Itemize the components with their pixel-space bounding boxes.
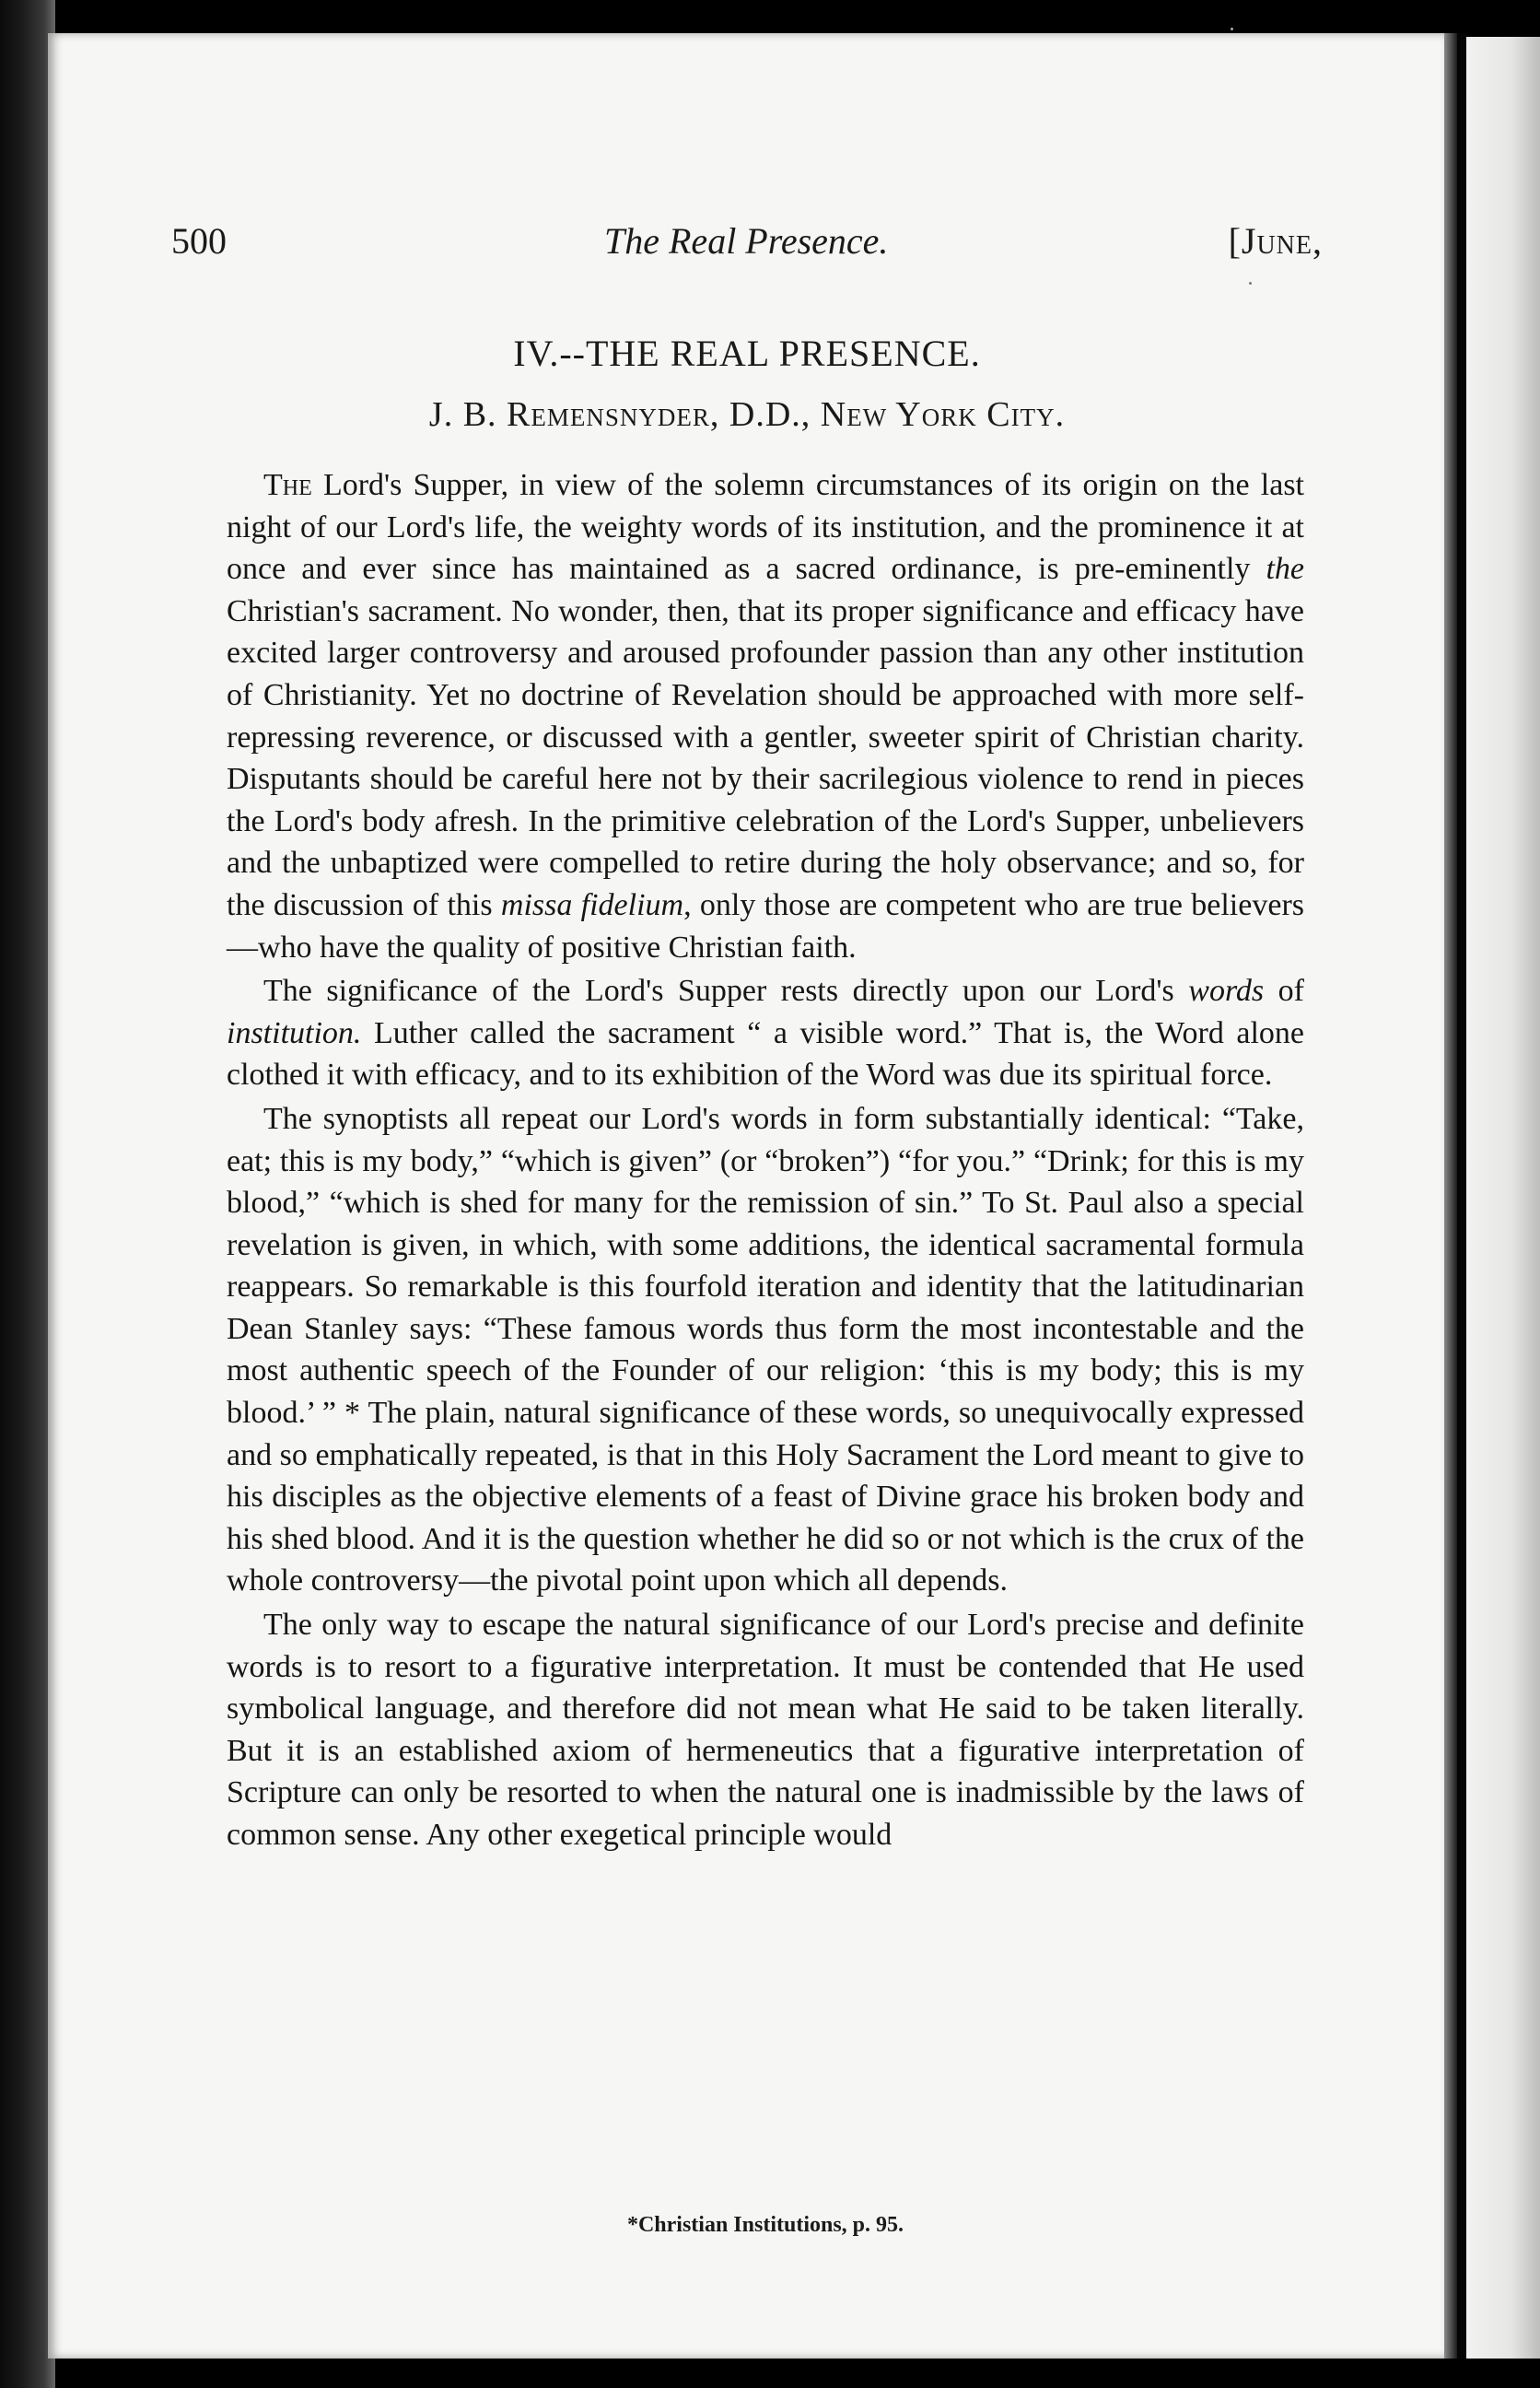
article-title: IV.--THE REAL PRESENCE.	[513, 333, 981, 374]
running-date: [June,	[1228, 220, 1323, 262]
paragraph-text: , only those are competent who are true believers—who have the quality of positive Christian faith.	[227, 887, 1304, 965]
paragraph	[227, 1098, 1304, 1602]
page-number: 500	[171, 220, 227, 262]
paragraph	[227, 1604, 1304, 1856]
paragraph-lead-word: The	[263, 468, 312, 502]
page-speck	[1249, 282, 1252, 285]
italic-text: words	[1188, 974, 1265, 1009]
running-title: The Real Presence.	[604, 220, 889, 262]
next-page-sliver	[1466, 37, 1540, 2359]
italic-text: missa fidelium	[500, 887, 684, 922]
italic-text: the	[1266, 552, 1304, 587]
page-speck	[1231, 28, 1233, 30]
page-right-edge-shadow	[1444, 33, 1457, 2359]
scan-left-edge	[0, 0, 55, 2388]
article-byline: J. B. Remensnyder, D.D., New York City.	[428, 395, 1066, 434]
paragraph	[227, 464, 1304, 968]
article-body	[227, 464, 1304, 1858]
paragraph-text: The significance of the Lord's Supper rests directly upon our Lord's	[263, 974, 1189, 1009]
paragraph-text: of	[1264, 974, 1305, 1009]
running-head	[171, 219, 1323, 275]
paragraph	[227, 970, 1304, 1096]
paragraph-text: The synoptists all repeat our Lord's words in form substantially identical: “Take, eat; this is my body,” “which is given” (or “broken”) “for you.” “Drink; for this is my blood,” “which is shed for many for the remission of sin.” To St. Paul also a special revelation is given, in which, with some additions, the identical sacramental formula reappears. So remarkable is this fourfold iteration and identity that the latitudinarian Dean Stanley says: “These famous words thus form the most incontestable and the most authentic speech of the Founder of our religion: ‘this is my body; this is my blood.’ ” * The plain, natural significance of these words, so unequivocally expressed and so emphatically repeated, is that in this Holy Sacrament the Lord meant to give to his disciples as the objective elements of a feast of Divine grace his broken body and his shed blood. And it is the question whether he did so or not which is the crux of the whole controversy—the pivotal point upon which all depends.	[227, 1101, 1304, 1598]
footnote: *Christian Institutions, p. 95.	[626, 2213, 904, 2237]
paragraph-text: Lord's Supper, in view of the solemn circumstances of its origin on the last night of our Lord's life, the weighty words of its institution, and the prominence it at once and ever since has maintained as a sacred ordinance, is pre-eminently	[227, 468, 1304, 587]
italic-text: institution.	[227, 1015, 362, 1050]
paragraph-text: Christian's sacrament. No wonder, then, that its proper significance and efficacy have excited larger controversy and aroused profounder passion than any other institution of Christianity. Yet no doctrine of Revelation should be approached with more self-repressing reverence, or discussed with a gentler, sweeter spirit of Christian charity. Disputants should be careful here not by their sacrilegious violence to rend in pieces the Lord's body afresh. In the primitive celebration of the Lord's Supper, unbelievers and the unbaptized were compelled to retire during the holy observance; and so, for the discussion of this	[227, 593, 1304, 922]
paragraph-text: Luther called the sacrament “ a visible word.” That is, the Word alone clothed it with efficacy, and to its exhibition of the Word was due its spiritual force.	[227, 1015, 1304, 1093]
paragraph-text: The only way to escape the natural significance of our Lord's precise and definite words is to resort to a figurative interpretation. It must be contended that He used symbolical language, and therefore did not mean what He said to be taken literally. But it is an established axiom of hermeneutics that a figurative interpretation of Scripture can only be resorted to when the natural one is inadmissible by the laws of common sense. Any other exegetical principle would	[227, 1608, 1304, 1852]
